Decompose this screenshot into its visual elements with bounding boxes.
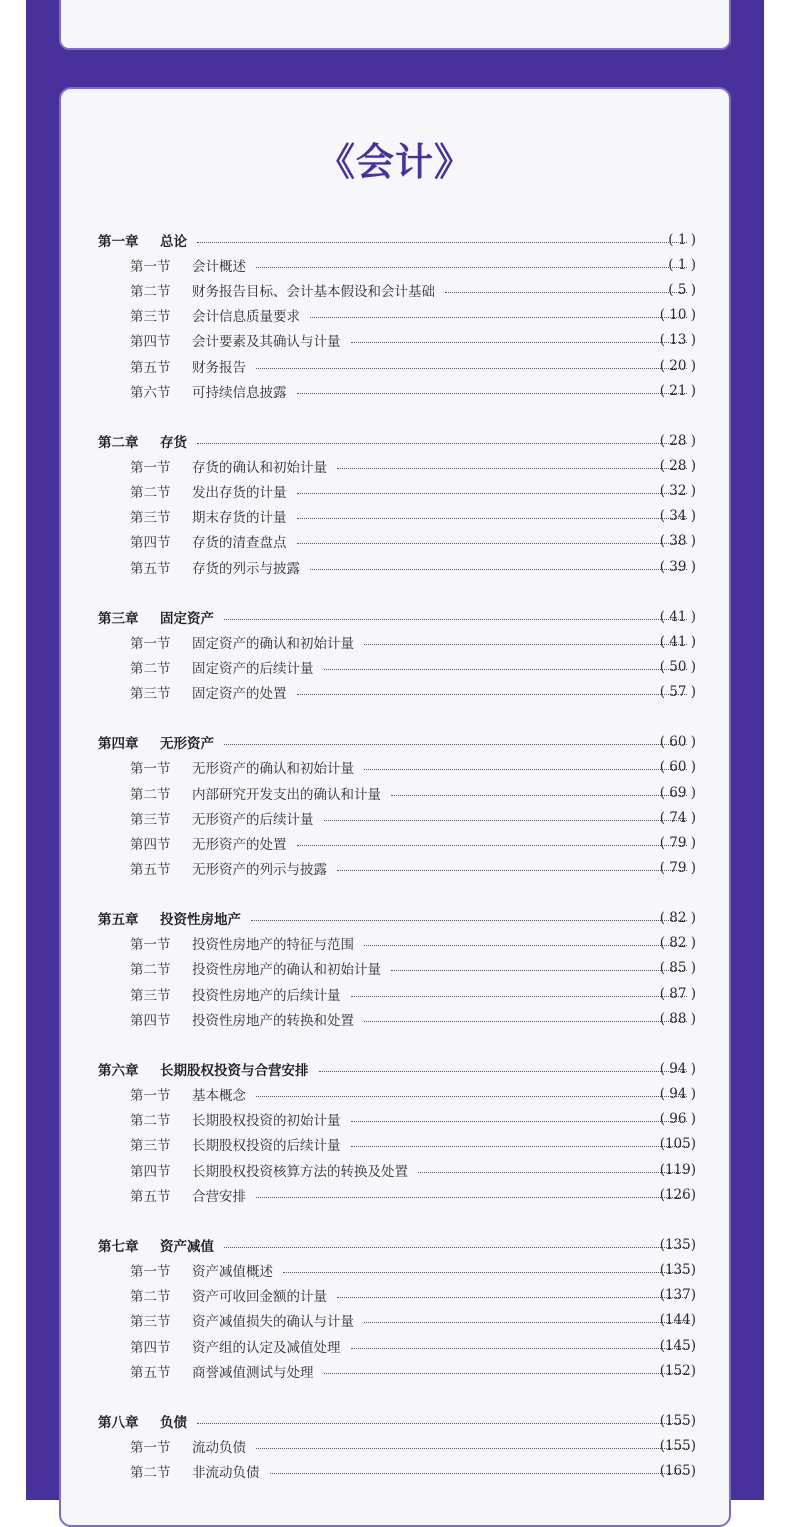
- section-page-number: ( 74 ): [659, 809, 696, 826]
- dot-leader: [337, 869, 687, 871]
- section-title: 投资性房地产的后续计量: [192, 987, 341, 1004]
- chapter-row[interactable]: [0, 730, 790, 755]
- chapter-page-number: (135): [659, 1236, 696, 1253]
- section-row[interactable]: [0, 1308, 790, 1333]
- section-number: 第一节: [130, 1263, 171, 1280]
- dot-leader: [337, 1296, 687, 1298]
- section-number: 第四节: [130, 535, 171, 552]
- dot-leader: [364, 944, 687, 946]
- chapter-page-number: ( 28 ): [659, 432, 696, 449]
- dot-leader: [351, 1145, 688, 1147]
- dot-leader: [197, 442, 687, 444]
- section-title: 资产可收回金额的计量: [192, 1289, 327, 1306]
- section-row[interactable]: [0, 1458, 790, 1483]
- section-number: 第五节: [130, 1188, 171, 1205]
- section-number: 第三节: [130, 309, 171, 326]
- section-title: 会计概述: [192, 258, 246, 275]
- chapter-block: [0, 730, 790, 881]
- section-page-number: (165): [659, 1463, 696, 1480]
- section-page-number: ( 85 ): [659, 960, 696, 977]
- chapter-page-number: ( 60 ): [659, 734, 696, 751]
- section-page-number: ( 20 ): [659, 357, 696, 374]
- section-row[interactable]: [0, 755, 790, 780]
- dot-leader: [324, 819, 688, 821]
- section-number: 第二节: [130, 485, 171, 502]
- dot-leader: [256, 1447, 687, 1449]
- chapter-block: [0, 906, 790, 1032]
- section-row[interactable]: [0, 805, 790, 830]
- dot-leader: [224, 743, 687, 745]
- section-title: 会计要素及其确认与计量: [192, 334, 341, 351]
- dot-leader: [256, 1196, 687, 1198]
- section-page-number: ( 32 ): [659, 483, 696, 500]
- section-number: 第三节: [130, 811, 171, 828]
- section-title: 固定资产的确认和初始计量: [192, 635, 354, 652]
- section-number: 第三节: [130, 987, 171, 1004]
- section-page-number: (135): [659, 1261, 696, 1278]
- dot-leader: [364, 1020, 687, 1022]
- chapter-row[interactable]: [0, 1056, 790, 1081]
- section-page-number: (126): [659, 1186, 696, 1203]
- section-number: 第一节: [130, 761, 171, 778]
- section-title: 无形资产的后续计量: [192, 811, 314, 828]
- section-row[interactable]: [0, 328, 790, 353]
- dot-leader: [256, 1095, 687, 1097]
- chapter-row[interactable]: [0, 428, 790, 453]
- chapter-number: 第七章: [98, 1238, 139, 1255]
- chapter-gap: [0, 403, 790, 428]
- dot-leader: [297, 517, 688, 519]
- section-row[interactable]: [0, 252, 790, 277]
- section-page-number: ( 41 ): [659, 633, 696, 650]
- chapter-number: 第五章: [98, 912, 139, 929]
- section-number: 第三节: [130, 1314, 171, 1331]
- section-row[interactable]: [0, 1257, 790, 1282]
- section-number: 第三节: [130, 686, 171, 703]
- chapter-block: [0, 1056, 790, 1207]
- section-title: 财务报告: [192, 359, 246, 376]
- chapter-title: 无形资产: [160, 736, 214, 753]
- section-page-number: ( 50 ): [659, 659, 696, 675]
- section-title: 无形资产的处置: [192, 836, 287, 853]
- section-page-number: ( 13 ): [659, 332, 696, 349]
- chapter-block: [0, 1408, 790, 1484]
- section-number: 第五节: [130, 862, 171, 879]
- section-title: 固定资产的后续计量: [192, 661, 314, 677]
- chapter-page-number: ( 82 ): [659, 910, 696, 927]
- section-title: 存货的确认和初始计量: [192, 459, 327, 476]
- section-row[interactable]: [0, 680, 790, 705]
- chapter-gap: [0, 705, 790, 730]
- dot-leader: [364, 768, 687, 770]
- section-page-number: (105): [659, 1136, 696, 1153]
- dot-leader: [351, 1120, 688, 1122]
- section-page-number: (152): [659, 1362, 696, 1379]
- section-title: 投资性房地产的确认和初始计量: [192, 962, 381, 979]
- chapter-row[interactable]: [0, 227, 790, 252]
- dot-leader: [283, 1271, 687, 1273]
- section-number: 第四节: [130, 836, 171, 853]
- chapter-page-number: (155): [659, 1412, 696, 1429]
- book-title: 《会计》: [316, 140, 473, 184]
- section-number: 第三节: [130, 510, 171, 527]
- dot-leader: [197, 1422, 687, 1424]
- section-title: 可持续信息披露: [192, 384, 287, 401]
- section-page-number: ( 1 ): [668, 256, 696, 273]
- section-row[interactable]: [0, 453, 790, 478]
- dot-leader: [351, 995, 688, 997]
- chapter-title: 长期股权投资与合营安排: [160, 1062, 309, 1079]
- section-row[interactable]: [0, 1333, 790, 1358]
- section-row[interactable]: [0, 830, 790, 855]
- dot-leader: [351, 341, 688, 343]
- section-title: 期末存货的计量: [192, 510, 287, 527]
- section-row[interactable]: [0, 931, 790, 956]
- section-number: 第一节: [130, 459, 171, 476]
- dot-leader: [297, 542, 688, 544]
- section-title: 财务报告目标、会计基本假设和会计基础: [192, 283, 435, 300]
- section-page-number: (145): [659, 1337, 696, 1354]
- section-title: 非流动负债: [192, 1465, 260, 1482]
- section-page-number: ( 28 ): [659, 457, 696, 474]
- section-row[interactable]: [0, 277, 790, 302]
- section-number: 第四节: [130, 334, 171, 351]
- section-title: 长期股权投资核算方法的转换及处置: [192, 1163, 408, 1180]
- section-page-number: (155): [659, 1437, 696, 1454]
- section-page-number: ( 88 ): [659, 1010, 696, 1027]
- dot-leader: [324, 668, 688, 670]
- chapter-page-number: ( 94 ): [659, 1060, 696, 1077]
- chapter-gap: [0, 1383, 790, 1408]
- chapter-gap: [0, 1031, 790, 1056]
- chapter-number: 第六章: [98, 1062, 139, 1079]
- chapter-title: 存货: [160, 434, 187, 451]
- chapter-gap: [0, 579, 790, 604]
- section-number: 第一节: [130, 258, 171, 275]
- dot-leader: [256, 266, 687, 268]
- section-title: 基本概念: [192, 1088, 246, 1105]
- section-page-number: ( 34 ): [659, 508, 696, 525]
- dot-leader: [251, 919, 687, 921]
- section-row[interactable]: [0, 303, 790, 328]
- section-page-number: ( 57 ): [659, 684, 696, 701]
- section-row[interactable]: [0, 1433, 790, 1458]
- section-page-number: (144): [659, 1312, 696, 1329]
- section-page-number: ( 39 ): [659, 558, 696, 575]
- dot-leader: [445, 291, 687, 293]
- dot-leader: [256, 367, 687, 369]
- dot-leader: [324, 1372, 688, 1374]
- section-page-number: ( 38 ): [659, 533, 696, 550]
- section-title: 流动负债: [192, 1439, 246, 1456]
- previous-card: [59, 0, 731, 50]
- section-number: 第二节: [130, 786, 171, 803]
- dot-leader: [310, 568, 687, 570]
- chapter-block: [0, 604, 790, 705]
- section-number: 第一节: [130, 635, 171, 652]
- section-title: 资产组的认定及减值处理: [192, 1339, 341, 1356]
- dot-leader: [297, 844, 688, 846]
- section-row[interactable]: [0, 856, 790, 881]
- section-row[interactable]: [0, 1107, 790, 1132]
- chapter-page-number: ( 41 ): [659, 608, 696, 625]
- section-number: 第二节: [130, 1289, 171, 1306]
- chapter-page-number: ( 1 ): [668, 231, 696, 248]
- section-page-number: ( 5 ): [668, 281, 696, 298]
- chapter-block: [0, 428, 790, 579]
- section-number: 第五节: [130, 560, 171, 577]
- section-title: 资产减值损失的确认与计量: [192, 1314, 354, 1331]
- section-number: 第二节: [130, 283, 171, 300]
- dot-leader: [351, 1347, 688, 1349]
- section-number: 第二节: [130, 661, 171, 677]
- chapter-gap: [0, 1207, 790, 1232]
- section-title: 长期股权投资的后续计量: [192, 1138, 341, 1155]
- section-row[interactable]: [0, 981, 790, 1006]
- section-row[interactable]: [0, 780, 790, 805]
- chapter-title: 总论: [160, 233, 187, 250]
- section-title: 存货的清查盘点: [192, 535, 287, 552]
- section-title: 内部研究开发支出的确认和计量: [192, 786, 381, 803]
- section-page-number: ( 69 ): [659, 784, 696, 801]
- section-title: 发出存货的计量: [192, 485, 287, 502]
- section-row[interactable]: [0, 1157, 790, 1182]
- dot-leader: [224, 1246, 687, 1248]
- chapter-number: 第三章: [98, 610, 139, 627]
- section-number: 第二节: [130, 1465, 171, 1482]
- chapter-number: 第一章: [98, 233, 139, 250]
- section-page-number: (119): [659, 1161, 696, 1178]
- section-title: 合营安排: [192, 1188, 246, 1205]
- dot-leader: [310, 316, 687, 318]
- section-title: 长期股权投资的初始计量: [192, 1113, 341, 1130]
- section-row[interactable]: [0, 956, 790, 981]
- dot-leader: [297, 693, 688, 695]
- section-number: 第四节: [130, 1339, 171, 1356]
- dot-leader: [391, 969, 687, 971]
- section-page-number: ( 82 ): [659, 935, 696, 952]
- section-number: 第四节: [130, 1163, 171, 1180]
- chapter-block: [0, 227, 790, 403]
- dot-leader: [297, 392, 688, 394]
- section-title: 固定资产的处置: [192, 686, 287, 703]
- dot-leader: [270, 1472, 688, 1474]
- chapter-title: 负债: [160, 1414, 187, 1431]
- section-title: 投资性房地产的转换和处置: [192, 1012, 354, 1029]
- dot-leader: [224, 618, 687, 620]
- section-page-number: (137): [659, 1287, 696, 1304]
- dot-leader: [337, 467, 687, 469]
- dot-leader: [319, 1070, 688, 1072]
- section-row[interactable]: [0, 629, 790, 654]
- section-row[interactable]: [0, 1132, 790, 1157]
- section-number: 第一节: [130, 937, 171, 954]
- dot-leader: [297, 492, 688, 494]
- section-title: 无形资产的列示与披露: [192, 862, 327, 879]
- section-page-number: ( 87 ): [659, 985, 696, 1002]
- section-page-number: ( 10 ): [659, 307, 696, 324]
- section-number: 第四节: [130, 1012, 171, 1029]
- chapter-number: 第二章: [98, 434, 139, 451]
- section-row[interactable]: [0, 478, 790, 503]
- section-page-number: ( 79 ): [659, 834, 696, 851]
- section-title: 无形资产的确认和初始计量: [192, 761, 354, 778]
- chapter-row[interactable]: [0, 906, 790, 931]
- section-number: 第一节: [130, 1439, 171, 1456]
- section-title: 资产减值概述: [192, 1263, 273, 1280]
- chapter-number: 第四章: [98, 736, 139, 753]
- chapter-row[interactable]: [0, 604, 790, 629]
- chapter-title: 资产减值: [160, 1238, 214, 1255]
- section-row[interactable]: [0, 654, 790, 679]
- section-row[interactable]: [0, 1182, 790, 1207]
- chapter-number: 第八章: [98, 1414, 139, 1431]
- chapter-gap: [0, 881, 790, 906]
- section-title: 存货的列示与披露: [192, 560, 300, 577]
- dot-leader: [391, 794, 687, 796]
- section-row[interactable]: [0, 1006, 790, 1031]
- dot-leader: [418, 1171, 687, 1173]
- section-number: 第三节: [130, 1138, 171, 1155]
- section-row[interactable]: [0, 1283, 790, 1308]
- dot-leader: [197, 241, 687, 243]
- section-title: 会计信息质量要求: [192, 309, 300, 326]
- section-row[interactable]: [0, 378, 790, 403]
- section-row[interactable]: [0, 353, 790, 378]
- section-page-number: ( 21 ): [659, 382, 696, 399]
- section-row[interactable]: [0, 504, 790, 529]
- section-page-number: ( 79 ): [659, 860, 696, 877]
- section-title: 商誉减值测试与处理: [192, 1364, 314, 1381]
- section-row[interactable]: [0, 554, 790, 579]
- section-page-number: ( 94 ): [659, 1086, 696, 1103]
- section-row[interactable]: [0, 529, 790, 554]
- dot-leader: [364, 1321, 687, 1323]
- section-title: 投资性房地产的特征与范围: [192, 937, 354, 954]
- section-row[interactable]: [0, 1081, 790, 1106]
- section-number: 第二节: [130, 1113, 171, 1130]
- chapter-block: [0, 1232, 790, 1383]
- section-number: 第二节: [130, 962, 171, 979]
- section-page-number: ( 96 ): [659, 1111, 696, 1128]
- chapter-title: 固定资产: [160, 610, 214, 627]
- chapter-row[interactable]: [0, 1408, 790, 1433]
- chapter-title: 投资性房地产: [160, 912, 241, 929]
- section-number: 第五节: [130, 1364, 171, 1381]
- section-page-number: ( 60 ): [659, 759, 696, 776]
- dot-leader: [364, 643, 687, 645]
- section-number: 第六节: [130, 384, 171, 401]
- section-row[interactable]: [0, 1358, 790, 1383]
- section-number: 第一节: [130, 1088, 171, 1105]
- chapter-row[interactable]: [0, 1232, 790, 1257]
- section-number: 第五节: [130, 359, 171, 376]
- table-of-contents: [0, 227, 790, 1484]
